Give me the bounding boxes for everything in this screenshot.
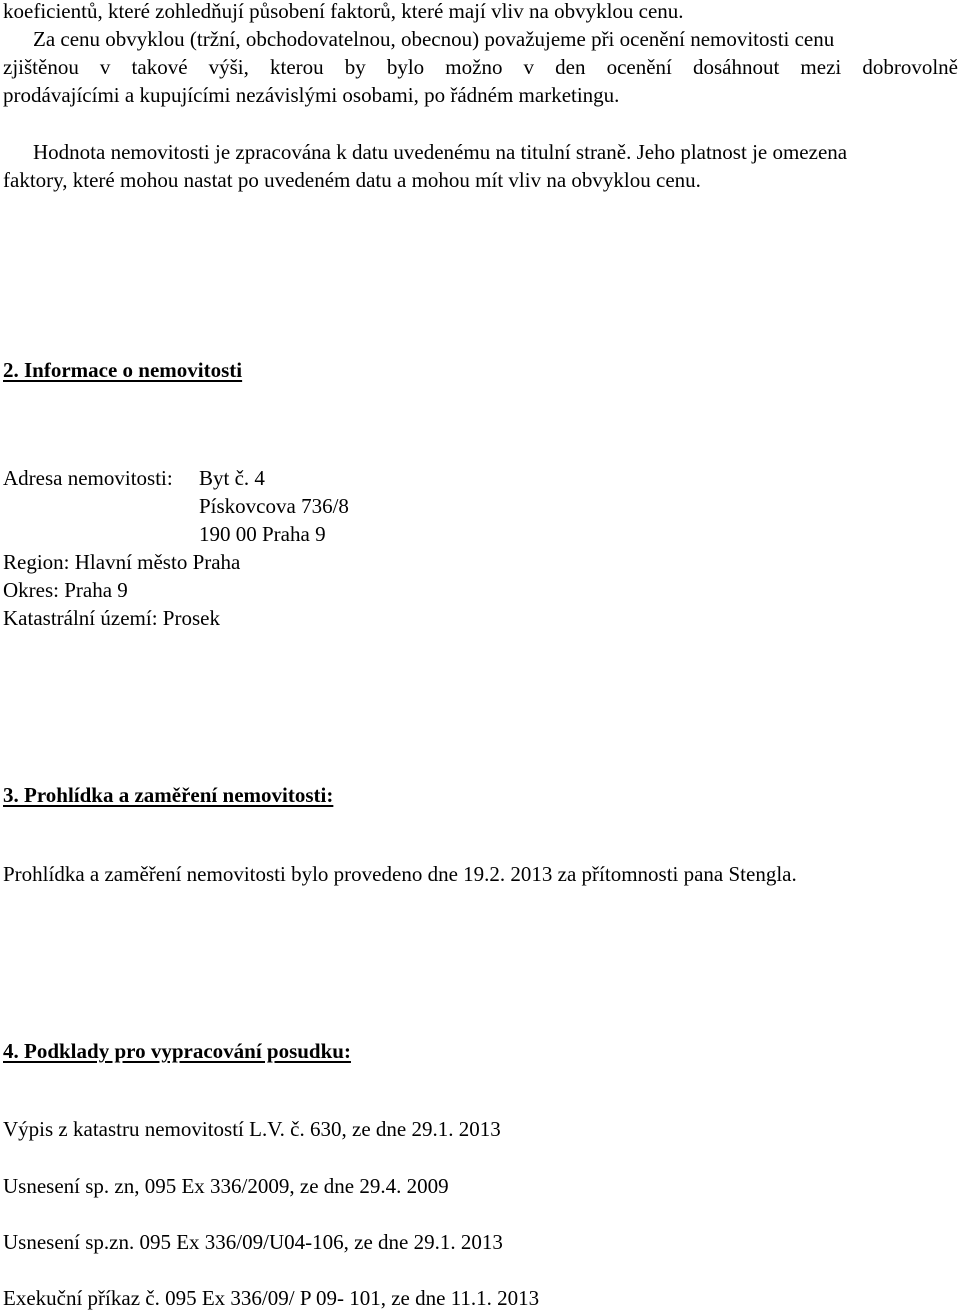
section-heading: 4. Podklady pro vypracování posudku: xyxy=(3,1039,351,1063)
document-list-item: Usnesení sp. zn, 095 Ex 336/2009, ze dne 29.4. 2009 xyxy=(3,1174,449,1198)
address-label: Adresa nemovitosti: xyxy=(3,466,173,490)
document-list-item: Výpis z katastru nemovitostí L.V. č. 630, ze dne 29.1. 2013 xyxy=(3,1117,501,1141)
intro-line: koeficientů, které zohledňují působení faktorů, které mají vliv na obvyklou cenu. xyxy=(3,0,684,23)
region-text: Region: Hlavní město Praha xyxy=(3,550,241,574)
section-heading: 3. Prohlídka a zaměření nemovitosti: xyxy=(3,783,334,807)
document-list-item: Exekuční příkaz č. 095 Ex 336/09/ P 09- 101, ze dne 11.1. 2013 xyxy=(3,1286,540,1310)
paragraph-line: faktory, které mohou nastat po uvedeném datu a mohou mít vliv na obvyklou cenu. xyxy=(3,168,701,192)
district-text: Okres: Praha 9 xyxy=(3,578,128,602)
section-heading: 2. Informace o nemovitosti xyxy=(3,358,243,382)
cadastral-text: Katastrální území: Prosek xyxy=(3,606,220,630)
document-list-item: Usnesení sp.zn. 095 Ex 336/09/U04-106, ze dne 29.1. 2013 xyxy=(3,1230,503,1254)
paragraph-line: Hodnota nemovitosti je zpracována k datu uvedenému na titulní straně. Jeho platnost je omezena xyxy=(33,140,848,164)
paragraph-line: zjištěnou v takové výši, kterou by bylo možno v den ocenění dosáhnout mezi dobrovolně xyxy=(3,55,958,79)
paragraph-line: prodávajícími a kupujícími nezávislými osobami, po řádném marketingu. xyxy=(3,83,620,107)
paragraph-line: Za cenu obvyklou (tržní, obchodovatelnou, obecnou) považujeme při ocenění nemovitosti cenu xyxy=(33,27,835,51)
address-line: Byt č. 4 xyxy=(199,466,265,490)
address-line: 190 00 Praha 9 xyxy=(199,522,326,546)
inspection-text: Prohlídka a zaměření nemovitosti bylo provedeno dne 19.2. 2013 za přítomnosti pana Stengla. xyxy=(3,862,797,886)
address-line: Pískovcova 736/8 xyxy=(199,494,349,518)
